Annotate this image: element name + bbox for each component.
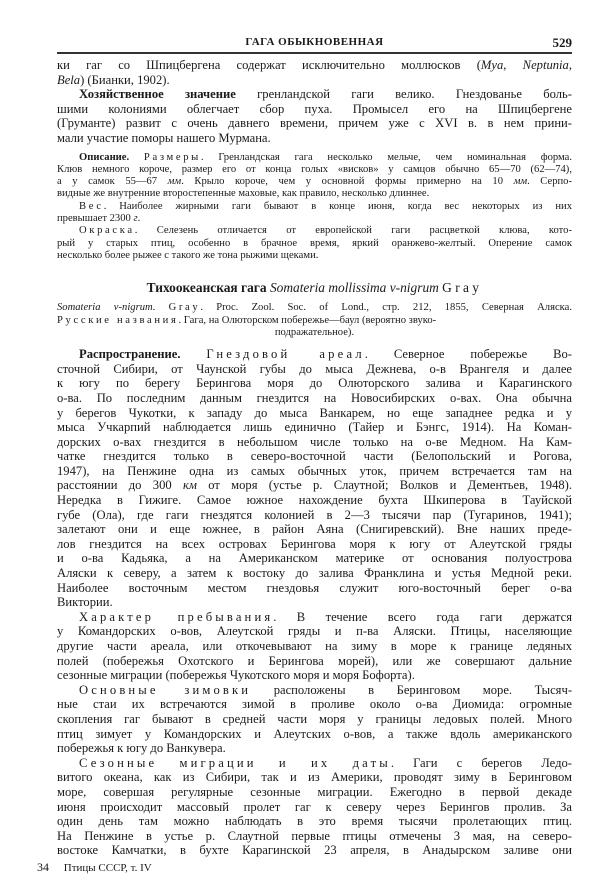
- text-line: [57, 201, 572, 213]
- text-line: [57, 188, 572, 200]
- text-line: [57, 238, 572, 250]
- bold-text: Тихоокеанская гага: [146, 280, 270, 296]
- text-line: [57, 87, 572, 102]
- text-line: [57, 551, 572, 566]
- text-line: [57, 814, 572, 829]
- text: к югу по берегу Берингова моря до Олюторского залива и Карагинского: [57, 376, 572, 391]
- spaced-text: Окраска: [79, 225, 135, 237]
- spaced-text: Основные зимовки: [79, 682, 252, 697]
- italic-text: Somateria mollissima v-nigrum: [269, 280, 439, 296]
- text-line: [57, 595, 572, 610]
- text-line: [57, 213, 572, 225]
- text: . Гага, на Олюторском побережье—баул (вероятно звуко-: [178, 314, 437, 326]
- bold-text: Хозяйственное значение: [79, 87, 236, 102]
- text-line: [57, 406, 572, 421]
- text-line: [57, 566, 572, 581]
- text: залетают они и еще южнее, в район Аяна (Снигиревский). Вне наших преде-: [57, 522, 572, 537]
- text: . Наиболее жирными гаги бывают в конце июня, когда вес некоторых из них: [103, 200, 572, 212]
- text-line: [57, 493, 572, 508]
- text: рый у старых птиц, особенно в брачное время, яркий оранжево-желтый. Оперение самок: [57, 237, 572, 249]
- text: губе (Ола), где гаги гнездятся колонией в 2—3 тысячи пар (Тугаринов, 1941);: [57, 507, 572, 522]
- paragraph: [57, 152, 572, 201]
- italic-text: Somateria v-nigrum: [57, 302, 153, 314]
- text-line: [57, 102, 572, 117]
- text-line: [57, 654, 572, 669]
- text: Клюв немного короче, размер его от конца голых «висков» у самцов обычно 65—70 (62—74),: [57, 163, 572, 175]
- spaced-text: Gray: [168, 302, 201, 314]
- paragraph: [57, 225, 572, 262]
- text: море, совершая регулярные сезонные миграции. Ежегодно в первой декаде: [57, 784, 572, 799]
- text: подражательное).: [274, 326, 355, 338]
- paragraph: [57, 87, 572, 145]
- text: мыса Учкарпий наблюдается лишь единично (Тайер и Бэнгс, 1914). На Коман-: [57, 420, 572, 435]
- text-line: [57, 712, 572, 727]
- text: лов гнездится на всех островах Берингова моря к югу от Алеутской гряды: [57, 536, 572, 551]
- signature-text: Птицы СССР, т. IV: [63, 861, 152, 874]
- text-line: [57, 464, 572, 479]
- paragraph: [57, 280, 572, 296]
- text: другие части ареала, или откочевывают на зиму в море к границе ледяных: [57, 639, 572, 653]
- paragraph: [57, 610, 572, 683]
- text-line: [57, 449, 572, 464]
- text: птиц зимует у Командорских и Алеутских о-вов, а также вдоль американского: [57, 726, 572, 741]
- text-line: [57, 756, 572, 771]
- text: ки гаг со Шпицбергена содержат исключительно моллюсков (: [57, 58, 481, 72]
- spaced-text: Сезонные миграции и их даты: [79, 755, 391, 770]
- small-print-block: [57, 152, 572, 263]
- text: а у самок 55—67: [57, 176, 168, 188]
- text: несколько более рыжее с такого же тона рыжими щеками.: [57, 249, 319, 261]
- text-line: [57, 131, 572, 146]
- text: скопления гаг бывают в средней части моря у границы ледовых полей. Много: [57, 711, 572, 726]
- text-line: [57, 347, 572, 362]
- text-line: [57, 152, 572, 164]
- text-line: [57, 741, 572, 756]
- text-line: [57, 435, 572, 450]
- text: ,: [568, 58, 573, 72]
- text-block: [57, 347, 572, 858]
- italic-text: Neptunia: [522, 58, 569, 72]
- spaced-text: Гнездовой ареал: [206, 347, 365, 362]
- paragraph: [57, 58, 572, 87]
- text-line: [57, 250, 572, 262]
- text: ,: [503, 58, 523, 72]
- spaced-text: Gray: [442, 280, 483, 296]
- text-line: [57, 116, 572, 131]
- text-line: [57, 376, 572, 391]
- text: гренландской гаги велико. Гнездованье боль-: [235, 87, 572, 102]
- text: от моря (устье р. Слаутной; Волков и Дементьев, 1948).: [196, 478, 573, 493]
- page-number: 529: [552, 35, 572, 50]
- text-line: [57, 843, 572, 858]
- italic-text: Bela: [57, 72, 81, 87]
- text-line: [57, 683, 572, 698]
- text-line: [57, 73, 572, 88]
- text: . В течение всего года гаги держатся: [273, 609, 572, 624]
- text: у берегов Чукотки, к западу до мыса Ванкарем, но еще западнее редка и у: [57, 405, 572, 420]
- italic-text: мм: [167, 176, 182, 188]
- text: июня происходит массовый пролет гаг к северу через Берингов пролив. За: [57, 799, 572, 814]
- text: расстоянии до 300: [57, 478, 183, 493]
- paragraph: [57, 327, 572, 339]
- italic-text: мм: [513, 176, 528, 188]
- text: .: [152, 302, 169, 314]
- running-header: [57, 35, 572, 51]
- text-line: [57, 315, 572, 327]
- text: ные стаи их встречаются зимой в проливе около о-ва Диомида: огромные: [57, 697, 572, 712]
- text: один день там можно наблюдать в это время тысячи пролетающих птиц.: [57, 814, 572, 829]
- text-line: [57, 327, 572, 339]
- running-title: ГАГА ОБЫКНОВЕННАЯ: [245, 36, 384, 48]
- text: Виктории.: [57, 595, 113, 610]
- text-line: [57, 164, 572, 176]
- text-line: [57, 610, 572, 625]
- text-line: [57, 522, 572, 537]
- text: ) (Бианки, 1902).: [80, 72, 170, 87]
- text-line: [57, 581, 572, 596]
- text: у Командорских о-вов, Алеутской гряды и п-ва Аляски. Птицы, населяющие: [57, 624, 572, 639]
- text-line: [57, 770, 572, 785]
- text: Аляски к северу, а затем к востоку до залива Франклина и устья Медной реки.: [57, 566, 572, 581]
- text: (Груманте) развит с очень давнего времени, причем уже с XVI в. в нем прини-: [57, 116, 572, 131]
- text: дорских о-вах гнездится в небольшом числе только на о-ве Медном. На Кам-: [57, 434, 572, 449]
- paragraph: [57, 683, 572, 756]
- text: На Пенжине в устье р. Слаутной первые птицы отмечены 3 мая, на северо-: [57, 828, 572, 843]
- text-line: [57, 668, 572, 683]
- paragraph: [57, 756, 572, 858]
- text-line: [57, 785, 572, 800]
- text: чатке гнездится только в северо-восточной части (Белопольский и Рогова,: [57, 449, 572, 464]
- text-line: [57, 176, 572, 188]
- text: о-ва. По последним данным гнездится на Новосибирских о-вах. Она обычна: [57, 390, 572, 405]
- text: .: [137, 213, 141, 225]
- text-line: [57, 829, 572, 844]
- text-line: [57, 800, 572, 815]
- text-line: [57, 537, 572, 552]
- text: . Северное побережье Во-: [364, 347, 572, 362]
- signature-number: 34: [37, 859, 49, 874]
- text: Нередка в Гижиге. Самое южное нахождение бухта Шкиперова в Тауйской: [57, 493, 572, 508]
- text-line: [57, 697, 572, 712]
- text: витого океана, как из Сибири, так и из Америки, проводят зиму в Беринговом: [57, 770, 572, 785]
- italic-text: Mya: [480, 58, 504, 72]
- italic-text: км: [182, 478, 197, 493]
- text: [180, 347, 206, 361]
- text: 1947), на Пенжине одна из самых обычных уток, причем встречается там на: [57, 463, 572, 478]
- text: шими колониями облегчает сбор пуха. Промысел его на Шпицбергене: [57, 101, 572, 116]
- body-text: [57, 58, 572, 858]
- text: сточной Сибири, от Чаунской губы до мыса Дежнева, о-в Врангеля и далее: [57, 361, 572, 376]
- text-line: [57, 302, 572, 314]
- text: . Селезень отличается от европейской гаги расцветкой клюва, кото-: [134, 225, 572, 237]
- text: Наиболее восточным местом гнездовья служит юго-восточный берег о-ва: [57, 580, 572, 595]
- text-line: [57, 624, 572, 639]
- text: [129, 152, 144, 163]
- text-line: [57, 391, 572, 406]
- text: видные же внутренние второстепенные маховые, как правило, несколько длиннее.: [57, 188, 430, 200]
- text: сезонные миграции (побережья Чукотского моря и моря Бофорта).: [57, 668, 415, 683]
- text-line: [57, 225, 572, 237]
- paragraph: [57, 347, 572, 610]
- text: полей (побережья Охотского и Берингова морей), или же совершают дальние: [57, 653, 572, 668]
- small-print-block: [57, 302, 572, 339]
- spaced-text: Русские названия: [57, 314, 179, 326]
- text-line: [57, 362, 572, 377]
- text: . Гренландская гага несколько мельче, чем номинальная форма.: [200, 151, 572, 163]
- text-line: [57, 58, 572, 73]
- spacer: [57, 262, 572, 280]
- footer-signature: [37, 861, 552, 875]
- paragraph: [57, 302, 572, 327]
- text: . Proc. Zool. Soc. of Lond., стр. 212, 1855, Северная Аляска.: [200, 302, 573, 314]
- page-body: [37, 58, 573, 875]
- text: расположены в Беринговом море. Тысяч-: [251, 682, 573, 697]
- text: востоке Камчатки, в бухте Карагинской 23 апреля, в Анадырском заливе они: [57, 843, 572, 858]
- bold-text: Распространение.: [79, 347, 181, 362]
- text: и о-ва Кадьяка, а на Американском материке от основания полуострова: [57, 551, 572, 566]
- text-line: [57, 478, 572, 493]
- italic-text: г: [133, 213, 138, 225]
- header-rule: [57, 52, 572, 54]
- text: . Серпо-: [527, 176, 572, 188]
- text-block: [57, 58, 572, 146]
- text: . Гаги с берегов Ледо-: [390, 755, 573, 770]
- spaced-text: Характер пребывания: [79, 609, 274, 624]
- text-line: [57, 280, 572, 296]
- spaced-text: Размеры: [143, 151, 201, 163]
- paragraph: [57, 201, 572, 226]
- text: превышает 2300: [57, 213, 134, 225]
- text: . Крыло короче, чем у основной формы примерно на 10: [181, 176, 514, 188]
- text: побережья к югу до Ванкувера.: [57, 741, 226, 756]
- text-line: [57, 727, 572, 742]
- section-heading: [57, 280, 572, 296]
- text-line: [57, 420, 572, 435]
- text: мали участие поморы нашего Мурмана.: [57, 130, 271, 145]
- text-line: [57, 508, 572, 523]
- bold-text: Описание.: [79, 151, 130, 163]
- spacer: [57, 339, 572, 347]
- spaced-text: Вес: [79, 200, 104, 212]
- text-line: [57, 639, 572, 654]
